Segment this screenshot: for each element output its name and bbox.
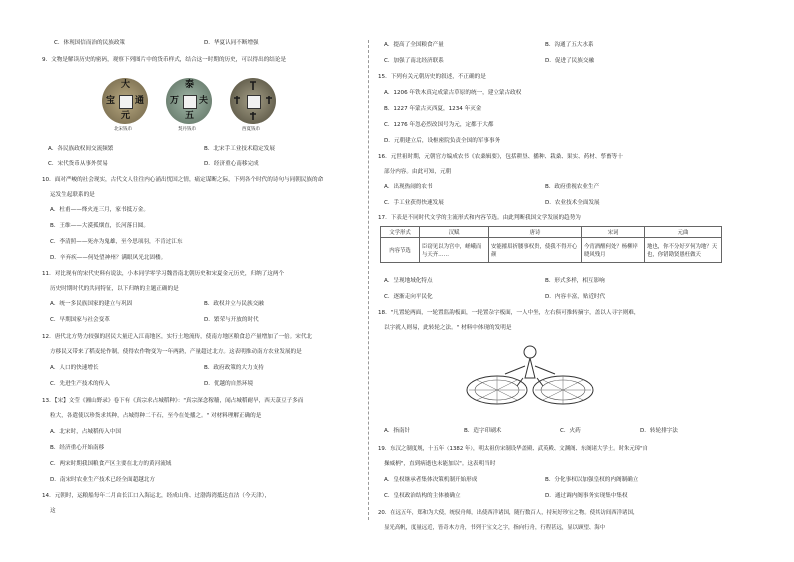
coin-char: 五 bbox=[185, 111, 195, 121]
option-b: B．经济重心开始南移 bbox=[50, 445, 105, 451]
coin-caption: 契丹钱币 bbox=[178, 127, 196, 132]
question-12-stem: 12．唐代北方势力较强的居民大量迁入江南地区，实行土地流传，使南方地区粮食总产量增加了一倍。宋代北 bbox=[42, 334, 313, 340]
option-a: A．各民族政权间交流频繁 bbox=[48, 146, 114, 152]
khitan-coin-image bbox=[166, 78, 212, 124]
question-11-stem-cont: 历史时期时代的共同特征，以下归纳的主题正确的是 bbox=[50, 286, 179, 292]
western-xia-coin-image bbox=[230, 78, 276, 124]
table-cell: 地也，你不分好歹何为地？天也，你错勘贤愚枉做天 bbox=[645, 238, 722, 263]
question-19-stem: 19．东汉之制度规，十五年（1382 年），明太祖仿宋制设华盖殿、武英殿、文渊阁、东阁诸大学士。时朱元璋"自 bbox=[378, 446, 649, 452]
coin-char: 泰 bbox=[185, 80, 195, 90]
coin-char: 万 bbox=[170, 96, 180, 106]
option-b: B．王维——大漠孤烟直，长河落日圆。 bbox=[50, 223, 149, 229]
option-b: B．形式多样，相互影响 bbox=[545, 278, 605, 284]
option-c: C．两宋时期我国粮食产区主要在北方的黄河流域 bbox=[50, 461, 172, 467]
table-header-cell: 汉赋 bbox=[420, 227, 489, 238]
question-16-stem: 16．元世祖时期，元朝官方编成农书《农桑辑要》，包括耕垦、播种、栽桑、果实、药材、孳畜等十 bbox=[378, 154, 623, 160]
option-a: A．统一多民族国家的建立与巩固 bbox=[50, 301, 133, 307]
option-c: C．先进生产技术的传入 bbox=[50, 381, 110, 387]
table-header-cell: 唐诗 bbox=[489, 227, 582, 238]
option-d: D．元朝建立后，设枢密院负责全国的军事事务 bbox=[384, 138, 501, 144]
table-header-cell: 宋词 bbox=[582, 227, 645, 238]
option-c: C．体现国信而治的民族政策 bbox=[54, 40, 126, 46]
option-d: D．转轮排字法 bbox=[640, 428, 678, 434]
option-b: B．1227 年蒙古灭西夏，1234 年灭金 bbox=[384, 106, 482, 112]
question-9-stem: 9．文物是解读历史的密码，观察下列图片中的货币样式，结合这一时期的历史，可以得出的结论是 bbox=[42, 57, 287, 63]
coin-char: 元 bbox=[121, 111, 131, 121]
option-c: C．手工业获得快速发展 bbox=[384, 200, 444, 206]
option-c: C．加强了南北经济联系 bbox=[384, 58, 444, 64]
question-10-stem-cont: 运发生起联系的是 bbox=[50, 192, 95, 198]
rotating-type-wheel-illustration bbox=[465, 330, 595, 416]
option-c: C．逐渐走向平民化 bbox=[384, 294, 433, 300]
table-row bbox=[381, 238, 722, 263]
option-c: C．火药 bbox=[560, 428, 581, 434]
table-cell: 臣窃见以为宫中，嵯峨而与天齐…… bbox=[420, 238, 489, 263]
option-d: D．南宋时农业生产技术已经全面超越北方 bbox=[50, 477, 155, 483]
northern-song-coin-image bbox=[102, 78, 148, 124]
option-b: B．政府政策的大力支持 bbox=[204, 365, 264, 371]
option-d: D．通过调内阁事务实现集中集权 bbox=[545, 493, 628, 499]
question-12-stem-cont: 方移民又带来了稻麦轮作制，使得农作物变为一年两熟，产量超过北方。这表明推动南方农业发展的是 bbox=[50, 349, 302, 355]
table-cell: 安能摧眉折腰事权贵，使我不得开心颜 bbox=[489, 238, 582, 263]
literature-table bbox=[380, 226, 722, 263]
option-c: C．宋代货币从事外贸易 bbox=[48, 161, 108, 167]
question-18-stem-cont: 以字就人则易，此转轮之法。" 材料中体现的发明是 bbox=[384, 325, 512, 331]
question-10-stem: 10．面对严峻的社会现实，古代文人往往内心涌出忧国之情，痛定谋断之际，下列各个时代的诗句与同朝民族的命 bbox=[42, 177, 324, 183]
option-c: C．早期国家与社会变革 bbox=[50, 317, 110, 323]
question-20-stem-cont: 显光高帆，度量远近，皆奇木方舟，书列于宝文之字，指向行舟，行程甚远，显以顾望、海中 bbox=[384, 525, 606, 531]
coin-caption: 北宋钱币 bbox=[114, 127, 132, 132]
option-d: D．内容丰富，贴近时代 bbox=[545, 294, 606, 300]
option-b: B．北宋手工业技术稳定发展 bbox=[204, 146, 275, 152]
option-d: D．优越的自然环境 bbox=[204, 381, 254, 387]
option-a: A．指南针 bbox=[384, 428, 411, 434]
question-13-stem-cont: 粒大，各遣使以珍货求其种，占城得种二千石，至今在处播之。" 对材料理解正确的是 bbox=[50, 413, 262, 419]
option-d: D．经济重心南移完成 bbox=[204, 161, 259, 167]
option-c: C．李清照——死亦为鬼雄，至今思项羽，不肯过江东 bbox=[50, 239, 183, 245]
left-column bbox=[42, 0, 382, 562]
question-18-stem: 18．"凡置轮两面，一轮置监韵板面，一轮置杂字板面，一人中坐，左右俱可推转摘字，盖以人寻字则难， bbox=[378, 310, 640, 316]
option-b: B．造字印刷术 bbox=[464, 428, 502, 434]
question-14-stem: 14．元朝时，运粮船每年二月由长江口入海运北，经成山角、过渤海湾抵达直沽（今天津）， bbox=[42, 493, 271, 499]
question-16-stem-cont: 部分内容。由此可知，元朝 bbox=[384, 169, 452, 175]
tangut-script-glyphs bbox=[230, 78, 276, 124]
option-b: B．政府重视农业生产 bbox=[545, 184, 600, 190]
option-a: A．呈现地域化特点 bbox=[384, 278, 433, 284]
option-a: A．人口的快速增长 bbox=[50, 365, 99, 371]
coin-char: 宝 bbox=[106, 96, 116, 106]
coin-hole bbox=[119, 95, 133, 109]
option-d: D．华夏认同不断增强 bbox=[204, 40, 259, 46]
question-20-stem: 20．在远五年，郑和为大使，统驭舟师，出使西洋诸国，随行数百人，持玩好珍宝之物。使其访间西洋诸国， bbox=[378, 510, 639, 516]
table-header-cell: 元曲 bbox=[645, 227, 722, 238]
question-17-stem: 17．下表是不同时代文学的主流形式和内容节选。由此判断我国文学发展的趋势为 bbox=[378, 215, 581, 221]
table-header-row bbox=[381, 227, 722, 238]
table-cell: 今宵酒醒何处？杨柳岸晓风残月 bbox=[582, 238, 645, 263]
option-d: D．繁荣与开放的时代 bbox=[204, 317, 259, 323]
coin-char: 大 bbox=[121, 80, 131, 90]
option-a: A．皇权继承者集体决策机制开始形成 bbox=[384, 477, 478, 483]
option-c: C．皇权政治结构的主体被确立 bbox=[384, 493, 461, 499]
option-b: B．分化事权以加强皇权的内阁制确立 bbox=[545, 477, 639, 483]
coin-hole bbox=[183, 95, 197, 109]
coin-images bbox=[102, 78, 282, 134]
option-d: D．辛弃疾——何处望神州？满眼风光北固楼。 bbox=[50, 255, 167, 261]
table-header-cell: 文学形式 bbox=[381, 227, 420, 238]
coin-char: 夫 bbox=[199, 96, 209, 106]
table-row-label: 内容节选 bbox=[381, 238, 420, 263]
question-11-stem: 11．对比现有的宋代史料有说法，小本同学零学习魏晋南北朝历史和宋夏金元历史，归纳了这两个 bbox=[42, 271, 285, 277]
question-15-stem: 15．下列有关元朝历史的叙述，不正确的是 bbox=[378, 74, 486, 80]
option-a: A．杜甫——烽火连三月，家书抵万金。 bbox=[50, 207, 149, 213]
option-d: D．农业技术全面发展 bbox=[545, 200, 600, 206]
question-14-stem-cont: 这 bbox=[50, 508, 56, 514]
option-b: B．政权并立与民族交融 bbox=[204, 301, 264, 307]
question-19-stem-cont: 操威柄"，直到病逝也未能加以"。这表明当时 bbox=[384, 461, 496, 467]
option-a: A．1206 年铁木真完成蒙古草原的统一，建立蒙古政权 bbox=[384, 90, 522, 96]
option-b: B．沟通了五大水系 bbox=[545, 42, 594, 48]
question-13-stem: 13．【宋】文莹《湘山野录》卷下有《真宗求占城稻种》："真宗深念稼穑，闻占城稻耐旱，西天菉豆子多而 bbox=[42, 398, 304, 404]
option-d: D．促进了民族交融 bbox=[545, 58, 595, 64]
option-c: C．1276 年忽必烈改国号为元，定都于大都 bbox=[384, 122, 494, 128]
coin-caption: 西夏钱币 bbox=[242, 127, 260, 132]
option-a: A．北宋时，占城稻传入中国 bbox=[50, 429, 121, 435]
coin-char: 通 bbox=[135, 96, 145, 106]
option-a: A．提高了全国粮食产量 bbox=[384, 42, 444, 48]
option-a: A．出现热闹的农书 bbox=[384, 184, 433, 190]
